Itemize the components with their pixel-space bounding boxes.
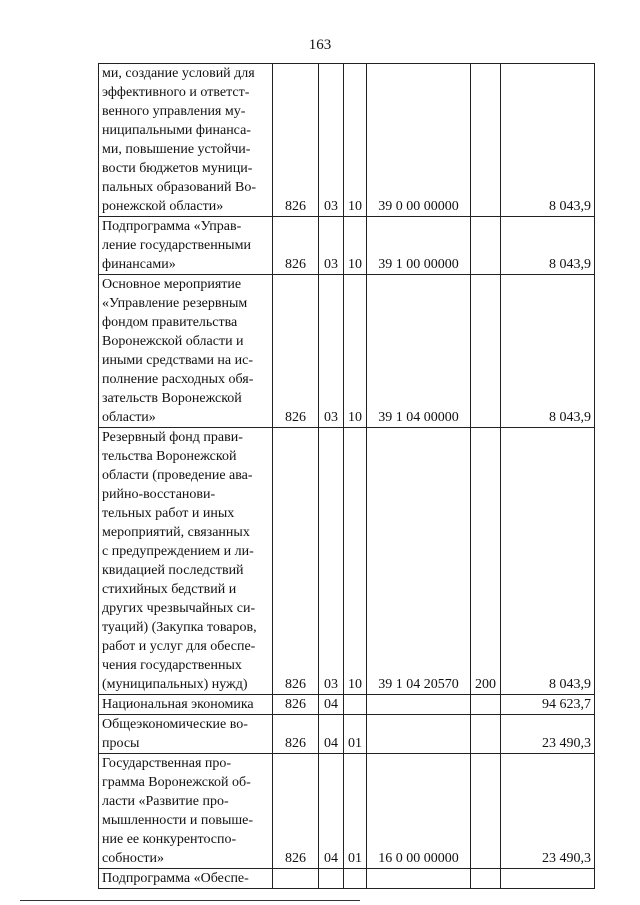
cell-rz: 04 [319,715,344,754]
cell-vr [471,695,501,715]
cell-name: Основное мероприятие «Управление резервным фондом правительства Воронежской области и иными средствами на ис- полнение расходных обя- зательств Воронежской области» [99,275,273,428]
table-row [99,428,595,695]
cell-sum: 8 043,9 [501,64,595,217]
cell-csr [367,695,471,715]
cell-grbs: 826 [273,275,319,428]
page-number: 163 [308,37,332,53]
cell-rz: 03 [319,275,344,428]
cell-csr: 16 0 00 00000 [367,754,471,869]
cell-grbs: 826 [273,695,319,715]
page-bottom-rule [20,900,360,901]
cell-sum: 8 043,9 [501,428,595,695]
cell-pr: 01 [344,715,367,754]
cell-rz: 03 [319,217,344,275]
cell-name: Общеэкономические во- просы [99,715,273,754]
table-row [99,217,595,275]
table-row [99,715,595,754]
cell-vr [471,754,501,869]
cell-csr: 39 0 00 00000 [367,64,471,217]
cell-vr [471,275,501,428]
cell-vr: 200 [471,428,501,695]
table-body [99,64,595,889]
cell-pr: 10 [344,275,367,428]
cell-grbs: 826 [273,428,319,695]
table-row [99,754,595,869]
table-row [99,695,595,715]
cell-sum: 94 623,7 [501,695,595,715]
cell-rz: 03 [319,64,344,217]
cell-rz: 04 [319,695,344,715]
cell-rz [319,869,344,889]
cell-csr: 39 1 04 20570 [367,428,471,695]
cell-rz: 03 [319,428,344,695]
cell-sum [501,869,595,889]
cell-vr [471,715,501,754]
cell-name: ми, создание условий для эффективного и ответст- венного управления му- ниципальными финанса- ми, повышение устойчи- вости бюджетов муници- пальных образований Во- ронежской области» [99,64,273,217]
cell-name: Подпрограмма «Обеспе- [99,869,273,889]
cell-grbs [273,869,319,889]
cell-vr [471,869,501,889]
cell-sum: 23 490,3 [501,754,595,869]
cell-csr: 39 1 00 00000 [367,217,471,275]
cell-sum: 23 490,3 [501,715,595,754]
cell-grbs: 826 [273,217,319,275]
cell-rz: 04 [319,754,344,869]
cell-sum: 8 043,9 [501,217,595,275]
cell-name: Национальная экономика [99,695,273,715]
cell-grbs: 826 [273,754,319,869]
cell-vr [471,64,501,217]
cell-pr: 10 [344,217,367,275]
table-row [99,869,595,889]
budget-table [98,63,595,889]
cell-pr: 10 [344,428,367,695]
cell-csr: 39 1 04 00000 [367,275,471,428]
cell-grbs: 826 [273,64,319,217]
cell-sum: 8 043,9 [501,275,595,428]
cell-csr [367,869,471,889]
cell-vr [471,217,501,275]
cell-name: Резервный фонд прави- тельства Воронежской области (проведение ава- рийно-восстанови- тельных работ и иных мероприятий, связанных с предупреждением и ли- квидацией последствий стихийных бедствий и других чрезвычайных си- туаций) (Закупка товаров, работ и услуг для обеспе- чения государственных (муниципальных) нужд) [99,428,273,695]
cell-csr [367,715,471,754]
table-row [99,64,595,217]
cell-pr [344,869,367,889]
cell-name: Подпрограмма «Управ- ление государственными финансами» [99,217,273,275]
table-row [99,275,595,428]
cell-pr: 01 [344,754,367,869]
cell-grbs: 826 [273,715,319,754]
cell-name: Государственная про- грамма Воронежской об- ласти «Развитие про- мышленности и повыше- ние ее конкурентоспо- собности» [99,754,273,869]
cell-pr: 10 [344,64,367,217]
cell-pr [344,695,367,715]
